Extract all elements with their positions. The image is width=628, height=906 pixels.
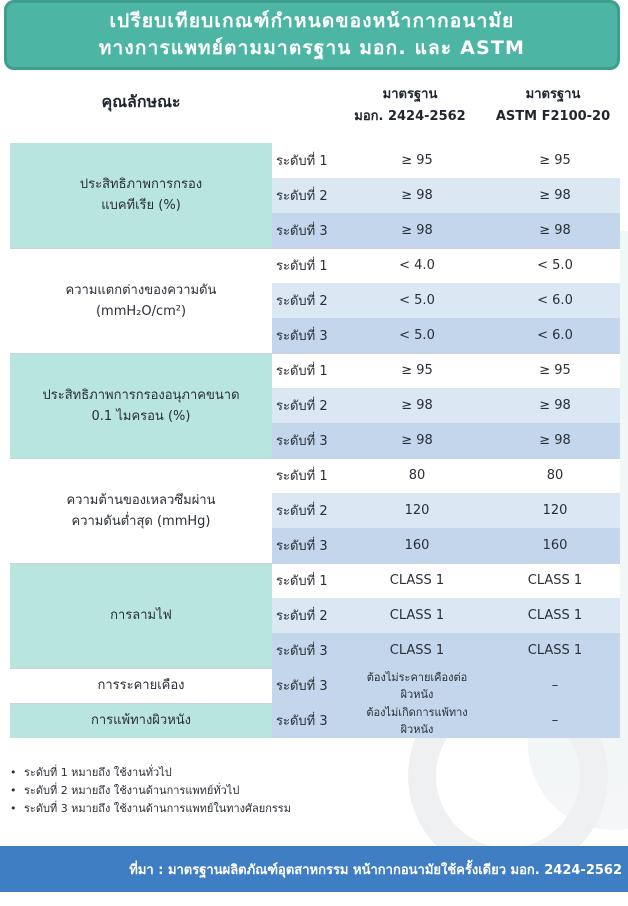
- astm-value-cell: < 6.0: [490, 318, 620, 353]
- column-headers: [0, 80, 628, 140]
- astm-value-cell: ≥ 95: [490, 143, 620, 178]
- astm-value-cell: CLASS 1: [490, 598, 620, 633]
- astm-value-cell: ≥ 98: [490, 178, 620, 213]
- level-cell: ระดับที่ 3: [272, 318, 344, 353]
- level-cell: ระดับที่ 1: [272, 353, 344, 388]
- tis-value-line1: ต้องไม่ระคายเคืองต่อ: [366, 670, 468, 684]
- column-header-astm-line2: ASTM F2100-20: [495, 109, 611, 124]
- property-label: ประสิทธิภาพการกรอง: [79, 177, 203, 193]
- tis-value-cell: < 4.0: [344, 248, 490, 283]
- column-header-tis: [340, 84, 480, 128]
- tis-value-cell: CLASS 1: [344, 633, 490, 668]
- astm-value-cell: –: [490, 703, 620, 738]
- astm-value-cell: ≥ 98: [490, 388, 620, 423]
- note-item: • ระดับที่ 2 หมายถึง ใช้งานด้านการแพทย์ทั่วไป: [10, 782, 291, 800]
- property-unit: 0.1 ไมครอน (%): [91, 408, 191, 424]
- title-line-1: เปรียบเทียบเกณฑ์กำหนดของหน้ากากอนามัย: [109, 10, 515, 32]
- tis-value-cell: 160: [344, 528, 490, 563]
- level-cell: ระดับที่ 1: [272, 248, 344, 283]
- property-cell: การระคายเคือง: [10, 668, 272, 703]
- table-row: [10, 458, 620, 493]
- level-cell: ระดับที่ 2: [272, 178, 344, 213]
- level-cell: ระดับที่ 3: [272, 633, 344, 668]
- property-cell: [10, 563, 272, 668]
- column-header-astm: [488, 84, 618, 128]
- astm-value-cell: ≥ 98: [490, 423, 620, 458]
- table-row: [10, 703, 620, 738]
- level-cell: ระดับที่ 1: [272, 458, 344, 493]
- tis-value-cell: ≥ 95: [344, 143, 490, 178]
- tis-value-cell: [344, 703, 490, 738]
- tis-value-cell: CLASS 1: [344, 598, 490, 633]
- note-item: • ระดับที่ 3 หมายถึง ใช้งานด้านการแพทย์ในทางศัลยกรรม: [10, 800, 291, 818]
- level-notes: [10, 764, 291, 818]
- astm-value-cell: < 6.0: [490, 283, 620, 318]
- table-row: [10, 353, 620, 388]
- level-cell: ระดับที่ 2: [272, 388, 344, 423]
- astm-value-cell: ≥ 98: [490, 213, 620, 248]
- level-cell: ระดับที่ 3: [272, 528, 344, 563]
- source-text: ที่มา : มาตรฐานผลิตภัณฑ์อุตสาหกรรม หน้ากากอนามัยใช้ครั้งเดียว มอก. 2424-2562: [129, 862, 622, 878]
- tis-value-cell: 80: [344, 458, 490, 493]
- property-cell: การแพ้ทางผิวหนัง: [10, 703, 272, 738]
- tis-value-line1: ต้องไม่เกิดการแพ้ทาง: [366, 705, 468, 719]
- level-cell: ระดับที่ 3: [272, 423, 344, 458]
- astm-value-cell: 160: [490, 528, 620, 563]
- tis-value-cell: ≥ 98: [344, 213, 490, 248]
- property-label: ความแตกต่างของความดัน: [65, 282, 217, 298]
- level-cell: ระดับที่ 3: [272, 703, 344, 738]
- note-item: • ระดับที่ 1 หมายถึง ใช้งานทั่วไป: [10, 764, 291, 782]
- level-cell: ระดับที่ 1: [272, 563, 344, 598]
- astm-value-cell: CLASS 1: [490, 563, 620, 598]
- astm-value-cell: CLASS 1: [490, 633, 620, 668]
- source-footer: [0, 846, 628, 892]
- tis-value-line2: ผิวหนัง: [400, 722, 434, 736]
- tis-value-cell: ≥ 95: [344, 353, 490, 388]
- tis-value-cell: < 5.0: [344, 283, 490, 318]
- title-banner: [4, 0, 620, 70]
- column-header-tis-line2: มอก. 2424-2562: [354, 109, 466, 124]
- column-header-astm-line1: มาตรฐาน: [525, 87, 581, 102]
- tis-value-cell: ≥ 98: [344, 388, 490, 423]
- property-unit: แบคทีเรีย (%): [101, 198, 181, 214]
- astm-value-cell: ≥ 95: [490, 353, 620, 388]
- level-cell: ระดับที่ 2: [272, 493, 344, 528]
- tis-value-line2: ผิวหนัง: [400, 687, 434, 701]
- astm-value-cell: < 5.0: [490, 248, 620, 283]
- property-cell: [10, 353, 272, 458]
- tis-value-cell: ≥ 98: [344, 178, 490, 213]
- table-row: [10, 143, 620, 178]
- property-label: การลามไฟ: [110, 608, 172, 623]
- tis-value-cell: ≥ 98: [344, 423, 490, 458]
- property-cell: [10, 143, 272, 248]
- level-cell: ระดับที่ 2: [272, 283, 344, 318]
- column-header-tis-line1: มาตรฐาน: [382, 87, 438, 102]
- property-label: ประสิทธิภาพการกรองอนุภาคขนาด: [42, 387, 240, 403]
- level-cell: ระดับที่ 2: [272, 598, 344, 633]
- astm-value-cell: 120: [490, 493, 620, 528]
- level-cell: ระดับที่ 3: [272, 668, 344, 703]
- table-row: [10, 563, 620, 598]
- property-unit: (mmH₂O/cm²): [95, 303, 187, 319]
- astm-value-cell: –: [490, 668, 620, 703]
- table-row: [10, 248, 620, 283]
- property-label: ความต้านของเหลวซึมผ่าน: [66, 492, 216, 508]
- column-header-property: คุณลักษณะ: [101, 92, 181, 111]
- property-cell: [10, 458, 272, 563]
- property-cell: [10, 248, 272, 353]
- tis-value-cell: [344, 668, 490, 703]
- astm-value-cell: 80: [490, 458, 620, 493]
- tis-value-cell: < 5.0: [344, 318, 490, 353]
- level-cell: ระดับที่ 3: [272, 213, 344, 248]
- property-unit: ความดันต่ำสุด (mmHg): [71, 513, 211, 529]
- tis-value-cell: CLASS 1: [344, 563, 490, 598]
- title-line-2: ทางการแพทย์ตามมาตรฐาน มอก. และ ASTM: [98, 37, 526, 59]
- table-row: [10, 668, 620, 703]
- comparison-table: [10, 143, 620, 738]
- level-cell: ระดับที่ 1: [272, 143, 344, 178]
- tis-value-cell: 120: [344, 493, 490, 528]
